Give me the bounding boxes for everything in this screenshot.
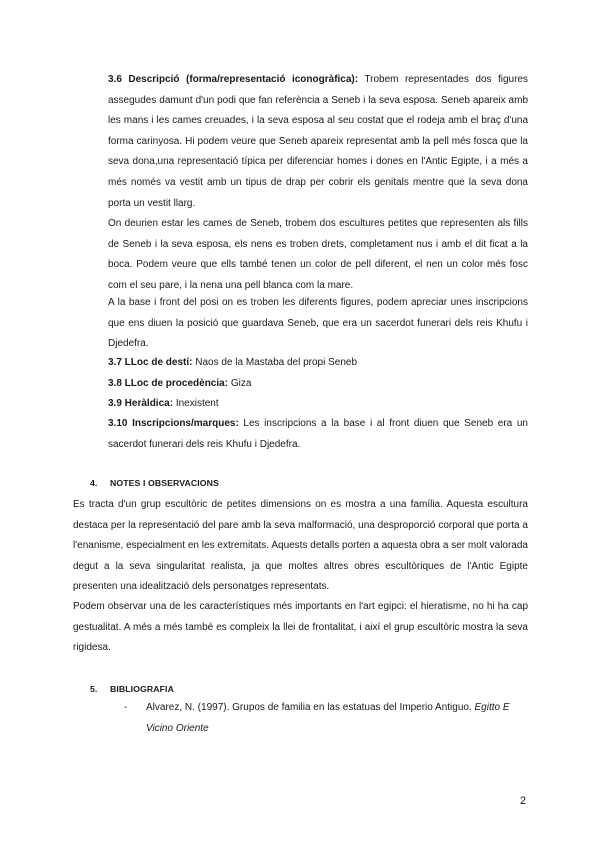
heading-bibliography-number: 5. — [90, 684, 98, 694]
label-3-7: 3.7 LLoc de destí: — [108, 357, 193, 368]
paragraph-3-6 — [108, 70, 528, 214]
label-3-8: 3.8 LLoc de procedència: — [108, 378, 229, 389]
page-number: 2 — [520, 795, 527, 807]
paragraph-children: On deurien estar les cames de Seneb, trobem dos escultures petites que representen als fills de Seneb i la seva esposa, els nens es troben drets, completament nus i amb el dit ficat a la boca. Podem veure que ells també tenen un color de pell diferent, el nen un color més fosc com el seu pare, i la nena una pell blanca com la mare. — [108, 218, 528, 291]
heading-bibliography-title: BIBLIOGRAFIA — [110, 684, 174, 694]
bibliography-entry — [146, 698, 528, 739]
paragraph-notes-2: Podem observar una de les característiques més importants en l'art egipci: el hieratisme, no hi ha cap gestualitat. A més a més també es compleix la llei de frontalitat, i així el grup escultòric mostra la seva rigidesa. — [73, 601, 528, 654]
label-3-9: 3.9 Heràldica: — [108, 398, 174, 409]
text-3-9: Inexistent — [173, 398, 219, 409]
text-3-10: Les inscripcions a la base i al front diuen que Seneb era un sacerdot funerari dels reis Khufu i Djedefra. — [108, 418, 528, 450]
paragraph-inscriptions: A la base i front del posi on es troben les diferents figures, podem apreciar unes inscripcions que ens diuen la posició que guardava Seneb, que era un sacerdot funerari dels reis Khufu i Djedefra. — [108, 297, 528, 350]
paragraph-3-7 — [108, 353, 528, 374]
bibliography-bullet: - — [124, 702, 128, 713]
heading-bibliography — [90, 684, 174, 694]
heading-notes — [90, 478, 219, 488]
paragraph-notes-1: Es tracta d'un grup escultòric de petites dimensions on es mostra a una família. Aquesta escultura destaca per la representació del pare amb la seva malformació, una desproporció corporal que porta a l'enanisme, especialment en les extremitats. Aquests detalls porten a aquesta obra a ser molt valorada degut a la seva singularitat realista, ja que moltes altres obres escultòriques de l'Antic Egipte presenten una idealització dels personatges representats. — [73, 499, 528, 593]
label-3-10: 3.10 Inscripcions/marques: — [108, 418, 239, 429]
text-3-6: Trobem representades dos figures assegudes damunt d'un podi que fan referència a Seneb i la seva esposa. Seneb apareix amb les mans i les cames creuades, i la seva esposa al seu costat que el rodeja amb el braç d'una forma carinyosa. Hi podem veure que Seneb apareix representat amb la pell més fosca que la seva dona,una representació típica per diferenciar homes i dones en l'Antic Egipte, i a més a més només va vestit amb un tipus de drap per cobrir els genitals mentre que la seva dona porta un vestit llarg. — [108, 74, 528, 209]
label-3-6: 3.6 Descripció (forma/representació iconogràfica): — [108, 74, 359, 85]
bibliography-ref-journal: Egitto E Vicino Oriente — [146, 702, 510, 734]
text-3-8: Giza — [228, 378, 252, 389]
paragraph-3-10 — [108, 414, 528, 455]
text-3-7: Naos de la Mastaba del propi Seneb — [192, 357, 358, 368]
paragraph-3-9 — [108, 394, 528, 415]
heading-notes-title: NOTES I OBSERVACIONS — [110, 478, 219, 488]
paragraph-3-8 — [108, 374, 528, 395]
bibliography-ref-text: Alvarez, N. (1997). Grupos de familia en las estatuas del Imperio Antiguo. — [146, 702, 475, 713]
heading-notes-number: 4. — [90, 478, 98, 488]
